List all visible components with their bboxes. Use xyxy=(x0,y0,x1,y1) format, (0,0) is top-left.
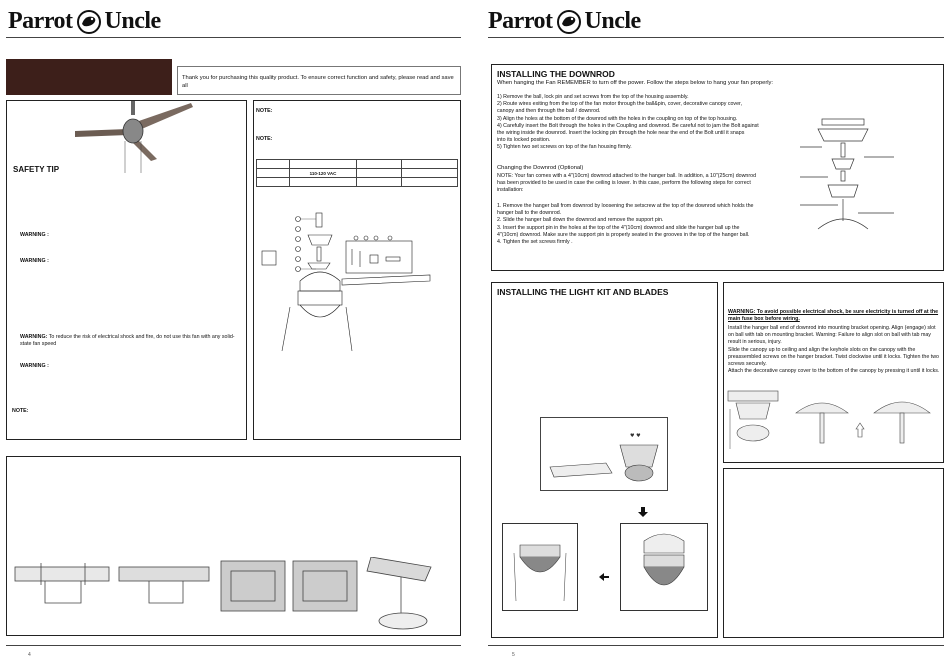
thank-you-box xyxy=(177,66,461,95)
arrow-left-icon xyxy=(599,573,609,581)
brand-word-parrot: Parrot xyxy=(8,8,73,34)
spec-voltage: 110-120 VAC xyxy=(290,169,357,178)
warning-label-3: WARNING: xyxy=(20,334,48,340)
parrot-logo-icon xyxy=(555,9,583,35)
changing-steps xyxy=(497,203,797,246)
svg-text:♥ ♥: ♥ ♥ xyxy=(630,433,641,439)
step-line: 3) Align the holes at the bottom of the downrod with the holes in the coupling on top of the top housing. xyxy=(497,115,738,122)
change-line: 3. Insert the support pin in the holes at the top of the 4"(10cm) downrod and slide the hanger ball up the xyxy=(497,224,740,231)
notes-panel xyxy=(723,468,944,638)
downrod-intro: When hanging the Fan REMEMBER to turn off the power. Follow the steps below to hang your fan properly: xyxy=(497,80,774,86)
ceiling-fan-illustration xyxy=(73,101,195,181)
changing-title: Changing the Downrod (Optional) xyxy=(497,165,584,171)
header-rule-left xyxy=(6,37,461,38)
warning-label-4: WARNING : xyxy=(20,363,49,369)
parrot-logo-icon xyxy=(75,9,103,35)
hang-line: result in serious, injury. xyxy=(728,339,782,346)
blade-attach-diagram xyxy=(540,417,668,491)
brand-word-parrot-right: Parrot xyxy=(488,8,553,34)
downrod-diagram xyxy=(798,117,898,257)
note-2: NOTE: xyxy=(256,136,273,142)
change-line: hanger ball to the downrod. xyxy=(497,210,562,217)
step-line: into its locked position. xyxy=(497,137,551,144)
canopy-steps-diagram xyxy=(726,389,942,461)
brand-logo-right xyxy=(488,8,641,35)
parts-diagram xyxy=(260,211,460,371)
downrod-panel xyxy=(491,64,944,271)
safety-panel xyxy=(6,100,247,440)
note-1: NOTE: xyxy=(256,108,273,114)
step-line: the wiring inside the downrod. Insert the locking pin through the hole near the end of the Bolt until it snaps xyxy=(497,130,745,137)
change-line: 4"(10cm) downrod. Make sure the support pin is properly seated in the grooves in the top of the hanger ball. xyxy=(497,231,750,238)
page-number-right: 5 xyxy=(512,652,515,658)
title-band xyxy=(6,59,172,95)
step-line: 5) Tighten two set screws on top of the fan housing firmly. xyxy=(497,144,632,151)
light-kit-before-diagram xyxy=(502,523,578,611)
downrod-steps xyxy=(497,94,797,152)
page-number-left: 4 xyxy=(28,652,31,658)
hang-line: Slide the canopy up to ceiling and align the keyhole slots on the canopy with the xyxy=(728,346,916,353)
change-line: 1. Remove the hanger ball from downrod by loosening the setscrew at the top of the downrod which holds the xyxy=(497,203,754,209)
parts-panel xyxy=(253,100,461,440)
step-line: canopy and then through the ball / downrod. xyxy=(497,108,601,115)
warning-text-3: To reduce the risk of electrical shock and fire, do not use this fan with any solid-state fan speed xyxy=(20,334,235,348)
warning-label-1: WARNING : xyxy=(20,232,49,238)
change-line: 4. Tighten the set screws firmly . xyxy=(497,239,573,246)
note-line: has been provided to be used in case the ceiling is lower. In this case, perform the following steps for correct xyxy=(497,180,751,187)
hang-line: Attach the decorative canopy cover to the bottom of the canopy by pressing it until it locks. xyxy=(728,368,940,375)
spec-table xyxy=(256,159,458,187)
safety-tip-heading: SAFETY TIP xyxy=(13,165,60,174)
hang-text xyxy=(728,325,940,375)
mounting-panel xyxy=(6,456,461,636)
step-line: 2) Route wires exiting from the top of the fan motor through the ball&pin, cover, decorative canopy cover, xyxy=(497,101,742,108)
lightkit-panel xyxy=(491,282,718,638)
thank-you-text: Thank you for purchasing this quality product. To ensure correct function and safety, please read and save all xyxy=(182,75,454,89)
warning-hang: WARNING: To avoid possible electrical shock, be sure electricity is turned off at the main fuse box before wiring. xyxy=(728,309,939,323)
arrow-down-icon xyxy=(638,507,648,517)
hang-line: preassembled screws on the hanger bracket. Twist clockwise until it locks. Tighten the two xyxy=(728,353,939,360)
hang-line: Install the hanger ball end of downrod into mounting bracket opening. Align (engage) slot xyxy=(728,325,936,331)
step-line: 1) Remove the ball, lock pin and set screws from the top of the housing assembly. xyxy=(497,94,689,100)
hang-line: screws securely. xyxy=(728,361,767,368)
brand-word-uncle: Uncle xyxy=(104,8,161,34)
brand-logo-left xyxy=(8,8,161,35)
note-bottom: NOTE: xyxy=(12,408,29,414)
changing-note xyxy=(497,173,797,195)
hang-line: on ball with tab on mounting bracket. Warning: Failure to align slot on ball with tab may xyxy=(728,332,931,339)
brand-word-uncle-right: Uncle xyxy=(584,8,641,34)
footer-rule-right xyxy=(488,645,944,646)
mounting-diagrams xyxy=(11,557,451,631)
warning-label-2: WARNING : xyxy=(20,258,49,264)
note-line: NOTE: Your fan comes with a 4"(10cm) downrod attached to the hanger ball. In addition, a 10"(25cm) downrod xyxy=(497,173,757,179)
header-rule-right xyxy=(488,37,944,38)
hanging-panel xyxy=(723,282,944,463)
change-line: 2. Slide the hanger ball down the downrod and remove the support pin. xyxy=(497,217,664,224)
footer-rule-left xyxy=(6,645,461,646)
warning-3 xyxy=(20,334,244,348)
lightkit-title: INSTALLING THE LIGHT KIT AND BLADES xyxy=(497,287,669,297)
downrod-title: INSTALLING THE DOWNROD xyxy=(497,69,615,79)
step-line: 4) Carefully insert the Bolt through the holes in the Coupling and downrod. Be careful not to jam the Bolt against xyxy=(497,122,759,129)
note-line: installation: xyxy=(497,187,524,194)
light-kit-after-diagram xyxy=(620,523,708,611)
